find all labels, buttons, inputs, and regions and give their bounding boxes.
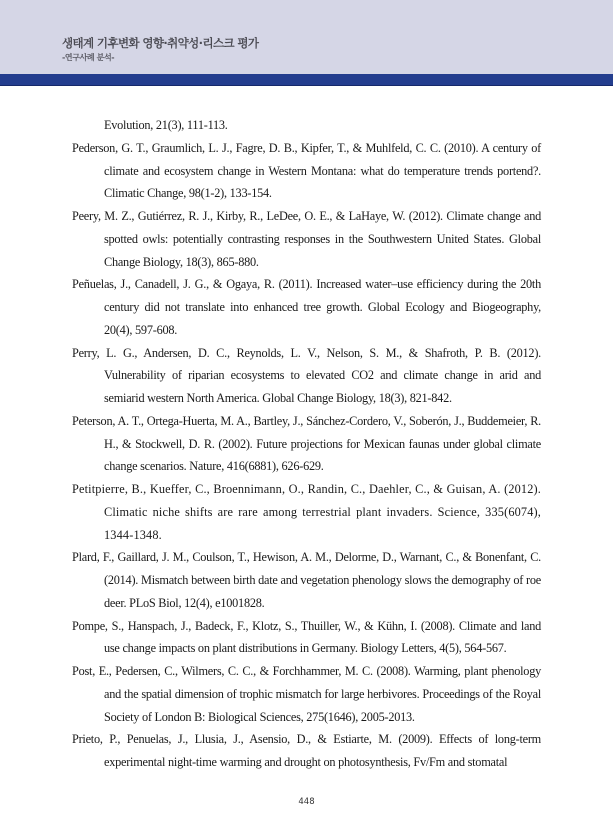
running-header — [0, 0, 613, 74]
header-subtitle: -연구사례 분석- — [62, 53, 115, 62]
reference-entry: Prieto, P., Penuelas, J., Llusia, J., Asensio, D., & Estiarte, M. (2009). Effects of long-term experimental night-time warming and drought on photosynthesis, Fv/Fm and stomatal — [72, 732, 541, 769]
reference-entry: Peery, M. Z., Gutiérrez, R. J., Kirby, R., LeDee, O. E., & LaHaye, W. (2012). Climate change and spotted owls: potentially contrasting responses in the Southwestern United States. Global Change Biology, 18(3), 865-880. — [72, 209, 541, 269]
header-divider-bar — [0, 74, 613, 86]
page-number: 448 — [298, 797, 315, 807]
reference-list — [72, 114, 541, 774]
reference-entry: Peñuelas, J., Canadell, J. G., & Ogaya, R. (2011). Increased water–use efficiency during the 20th century did not translate into enhanced tree growth. Global Ecology and Biogeography, 20(4), 597-608. — [72, 277, 541, 337]
reference-entry: Perry, L. G., Andersen, D. C., Reynolds, L. V., Nelson, S. M., & Shafroth, P. B. (2012). Vulnerability of riparian ecosystems to elevated CO2 and climate change in arid and semiarid western North America. Global Change Biology, 18(3), 821-842. — [72, 345, 541, 405]
reference-entry: Post, E., Pedersen, C., Wilmers, C. C., & Forchhammer, M. C. (2008). Warming, plant phenology and the spatial dimension of trophic mismatch for large herbivores. Proceedings of the Royal Society of London B: Biological Sciences, 275(1646), 2005-2013. — [72, 664, 541, 724]
reference-entry: Peterson, A. T., Ortega-Huerta, M. A., Bartley, J., Sánchez-Cordero, V., Soberón, J., Buddemeier, R. H., & Stockwell, D. R. (2002). Future projections for Mexican faunas under global climate change scenarios. Nature, 416(6881), 626-629. — [72, 413, 541, 474]
reference-entry: Plard, F., Gaillard, J. M., Coulson, T., Hewison, A. M., Delorme, D., Warnant, C., & Bonenfant, C. (2014). Mismatch between birth date and vegetation phenology slows the demography of roe deer. PLoS Biol, 12(4), e1001828. — [72, 550, 541, 610]
header-title: 생태계 기후변화 영향·취약성·리스크 평가 — [62, 36, 259, 50]
reference-entry: Pederson, G. T., Graumlich, L. J., Fagre, D. B., Kipfer, T., & Muhlfeld, C. C. (2010). A century of climate and ecosystem change in Western Montana: what do temperature trends portend?. Climatic Change, 98(1-2), 133-154. — [72, 140, 541, 201]
reference-entry: Pompe, S., Hanspach, J., Badeck, F., Klotz, S., Thuiller, W., & Kühn, I. (2008). Climate and land use change impacts on plant distributions in Germany. Biology Letters, 4(5), 564-567. — [72, 618, 541, 656]
reference-entry: Petitpierre, B., Kueffer, C., Broennimann, O., Randin, C., Daehler, C., & Guisan, A. (2012). Climatic niche shifts are rare among terrestrial plant invaders. Science, 335(6074), 1344-1348. — [72, 482, 541, 542]
reference-entry: Evolution, 21(3), 111-113. — [104, 118, 228, 132]
